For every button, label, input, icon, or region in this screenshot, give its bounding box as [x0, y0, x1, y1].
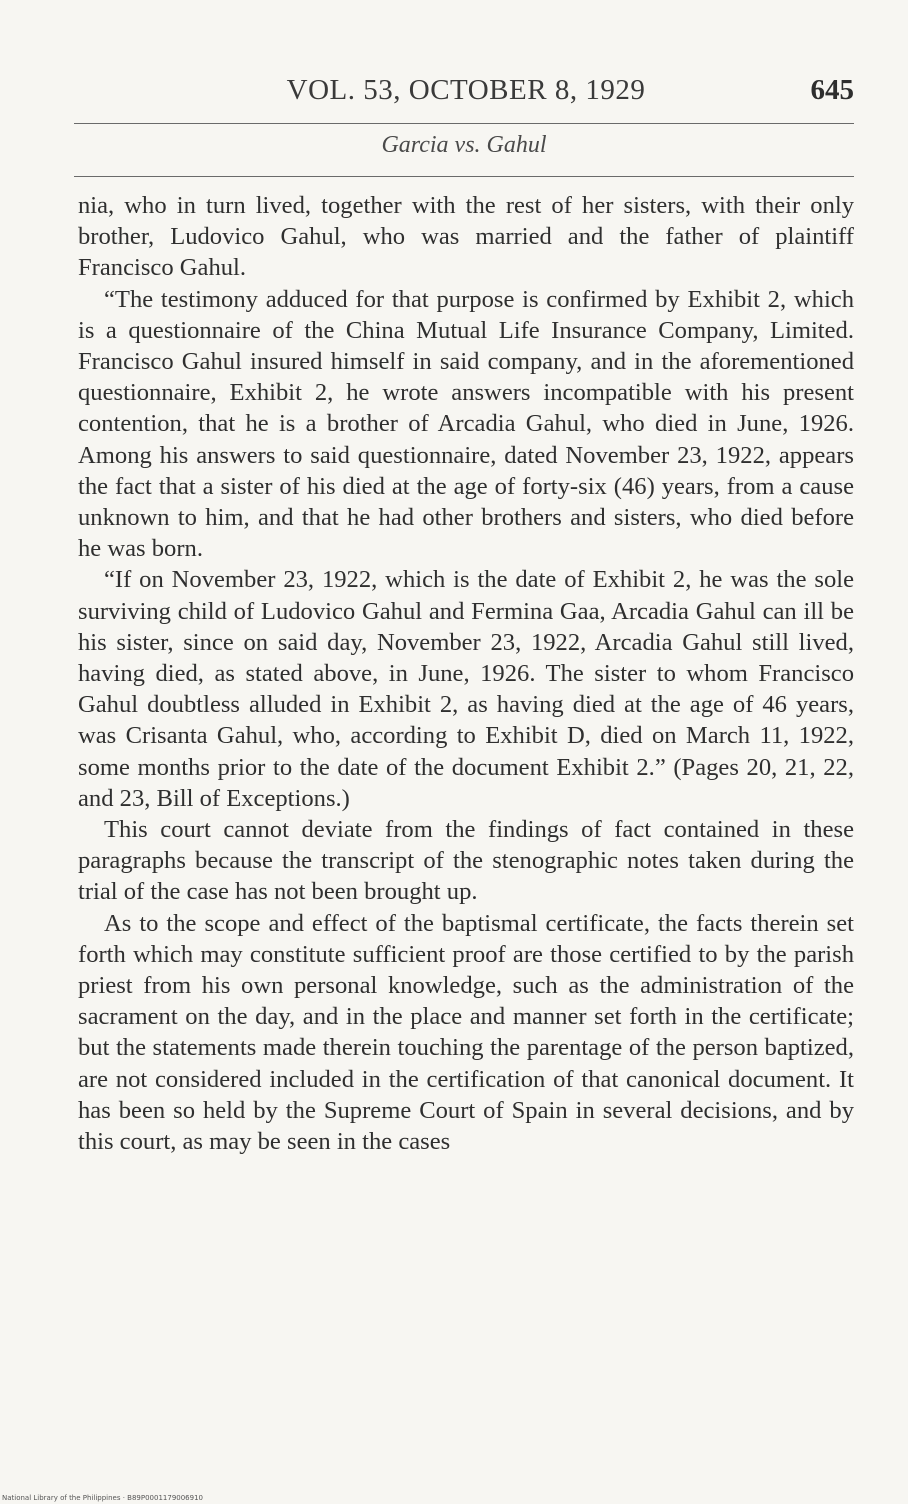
- body-text: [78, 190, 854, 1157]
- case-title: Garcia vs. Gahul: [381, 132, 547, 158]
- header-rule-bottom: [74, 176, 854, 177]
- running-header: [78, 74, 854, 114]
- header-rule-top: [74, 123, 854, 124]
- volume-date-line: VOL. 53, OCTOBER 8, 1929: [286, 74, 646, 106]
- page-number: 645: [810, 74, 854, 106]
- source-footer-note: National Library of the Philippines · B89P0001179006910: [2, 1494, 203, 1502]
- paragraph-continued: nia, who in turn lived, together with the rest of her sisters, with their only brother, Ludovico Gahul, who was married and the father of plaintiff Francisco Gahul.: [78, 192, 854, 282]
- paragraph-findings-of-fact: This court cannot deviate from the findings of fact contained in these paragraphs because the transcript of the stenographic notes taken during the trial of the case has not been brought up.: [78, 816, 854, 906]
- paragraph-quote-november-1922: “If on November 23, 1922, which is the date of Exhibit 2, he was the sole surviving child of Ludovico Gahul and Fermina Gaa, Arcadia Gahul can ill be his sister, since on said day, November 23, 1922, Arcadia Gahul still lived, having died, as stated above, in June, 1926. The sister to whom Francisco Gahul doubtless alluded in Exhibit 2, as having died at the age of 46 years, was Crisanta Gahul, who, according to Exhibit D, died on March 11, 1922, some months prior to the date of the document Exhibit 2.” (Pages 20, 21, 22, and 23, Bill of Exceptions.): [78, 566, 854, 812]
- paragraph-quote-exhibit-2: “The testimony adduced for that purpose is confirmed by Exhibit 2, which is a questionnaire of the China Mutual Life Insurance Company, Limited. Francisco Gahul insured himself in said company, and in the aforementioned questionnaire, Exhibit 2, he wrote answers incompatible with his present contention, that he is a brother of Arcadia Gahul, who died in June, 1926. Among his answers to said questionnaire, dated November 23, 1922, appears the fact that a sister of his died at the age of forty-six (46) years, from a cause unknown to him, and that he had other brothers and sisters, who died before he was born.: [78, 285, 854, 563]
- paragraph-baptismal-certificate: As to the scope and effect of the baptismal certificate, the facts therein set forth which may constitute sufficient proof are those certified to by the parish priest from his own personal knowledge, such as the administration of the sacrament on the day, and in the place and manner set forth in the certificate; but the statements made therein touching the parentage of the person baptized, are not considered included in the certification of that canonical document. It has been so held by the Supreme Court of Spain in several decisions, and by this court, as may be seen in the cases: [78, 909, 854, 1156]
